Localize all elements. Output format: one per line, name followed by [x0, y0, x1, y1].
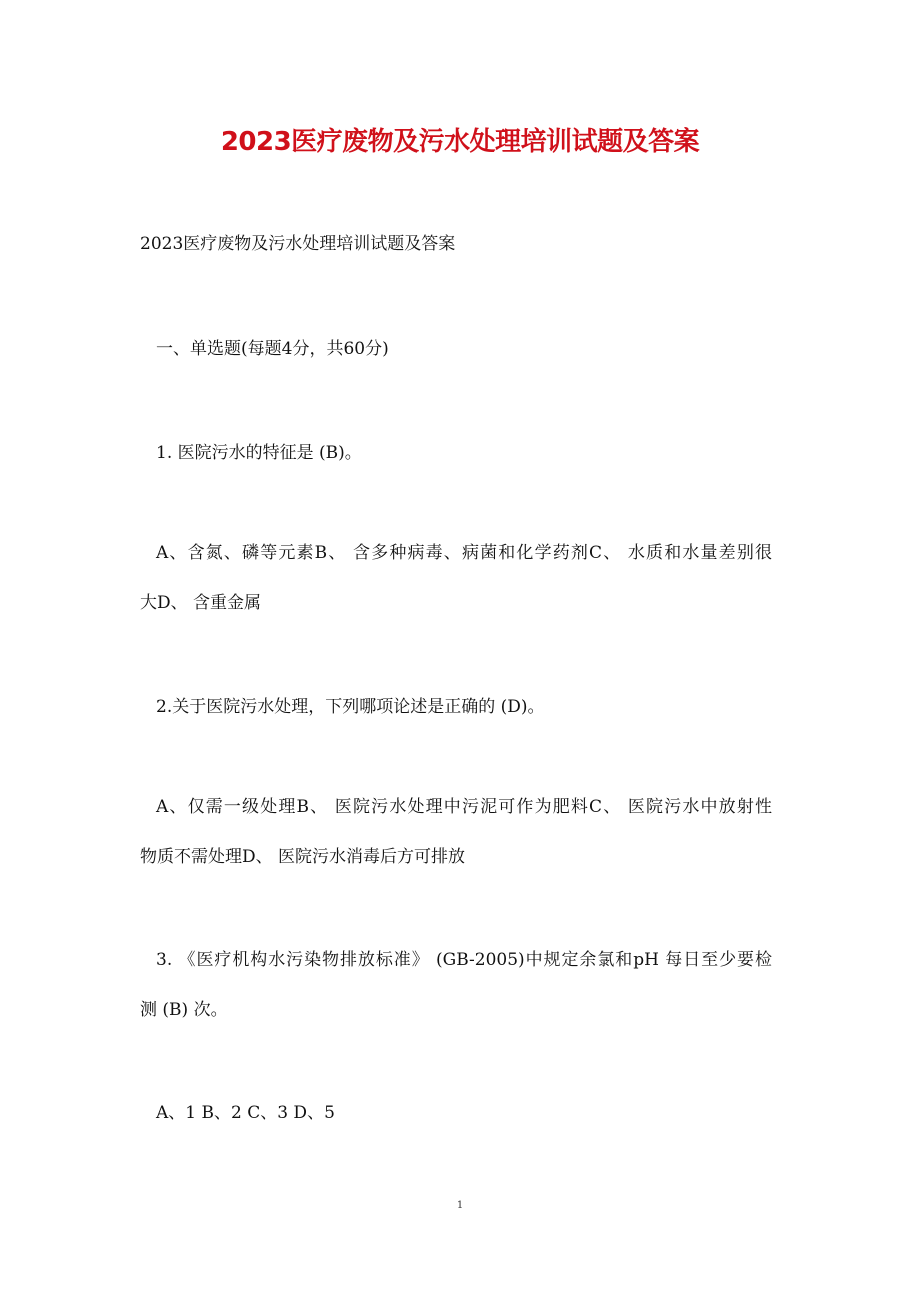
question-3-stem-line2: 测 (B) 次。 [140, 1000, 228, 1020]
question-2-options-line2: 物质不需处理D、 医院污水消毒后方可排放 [140, 847, 466, 867]
question-2-stem: 2.关于医院污水处理，下列哪项论述是正确的 (D)。 [156, 697, 545, 717]
question-2-options-line1: A、仅需一级处理B、 医院污水处理中污泥可作为肥料C、 医院污水中放射性 [156, 797, 772, 817]
question-3-options: A、1 B、2 C、3 D、5 [156, 1103, 335, 1123]
document-title: 2023医疗废物及污水处理培训试题及答案 [220, 127, 700, 157]
section-heading: 一、单选题(每题4分，共60分) [156, 339, 389, 359]
page-number: 1 [456, 1200, 464, 1211]
question-1-options-line1: A、含氮、磷等元素B、 含多种病毒、病菌和化学药剂C、 水质和水量差别很 [156, 543, 772, 563]
question-1-stem: 1. 医院污水的特征是 (B)。 [156, 443, 362, 463]
question-3-stem-line1: 3. 《医疗机构水污染物排放标准》 (GB-2005)中规定余氯和pH 每日至少要检 [156, 950, 772, 970]
question-1-options-line2: 大D、 含重金属 [140, 593, 262, 613]
document-subtitle: 2023医疗废物及污水处理培训试题及答案 [140, 234, 456, 254]
